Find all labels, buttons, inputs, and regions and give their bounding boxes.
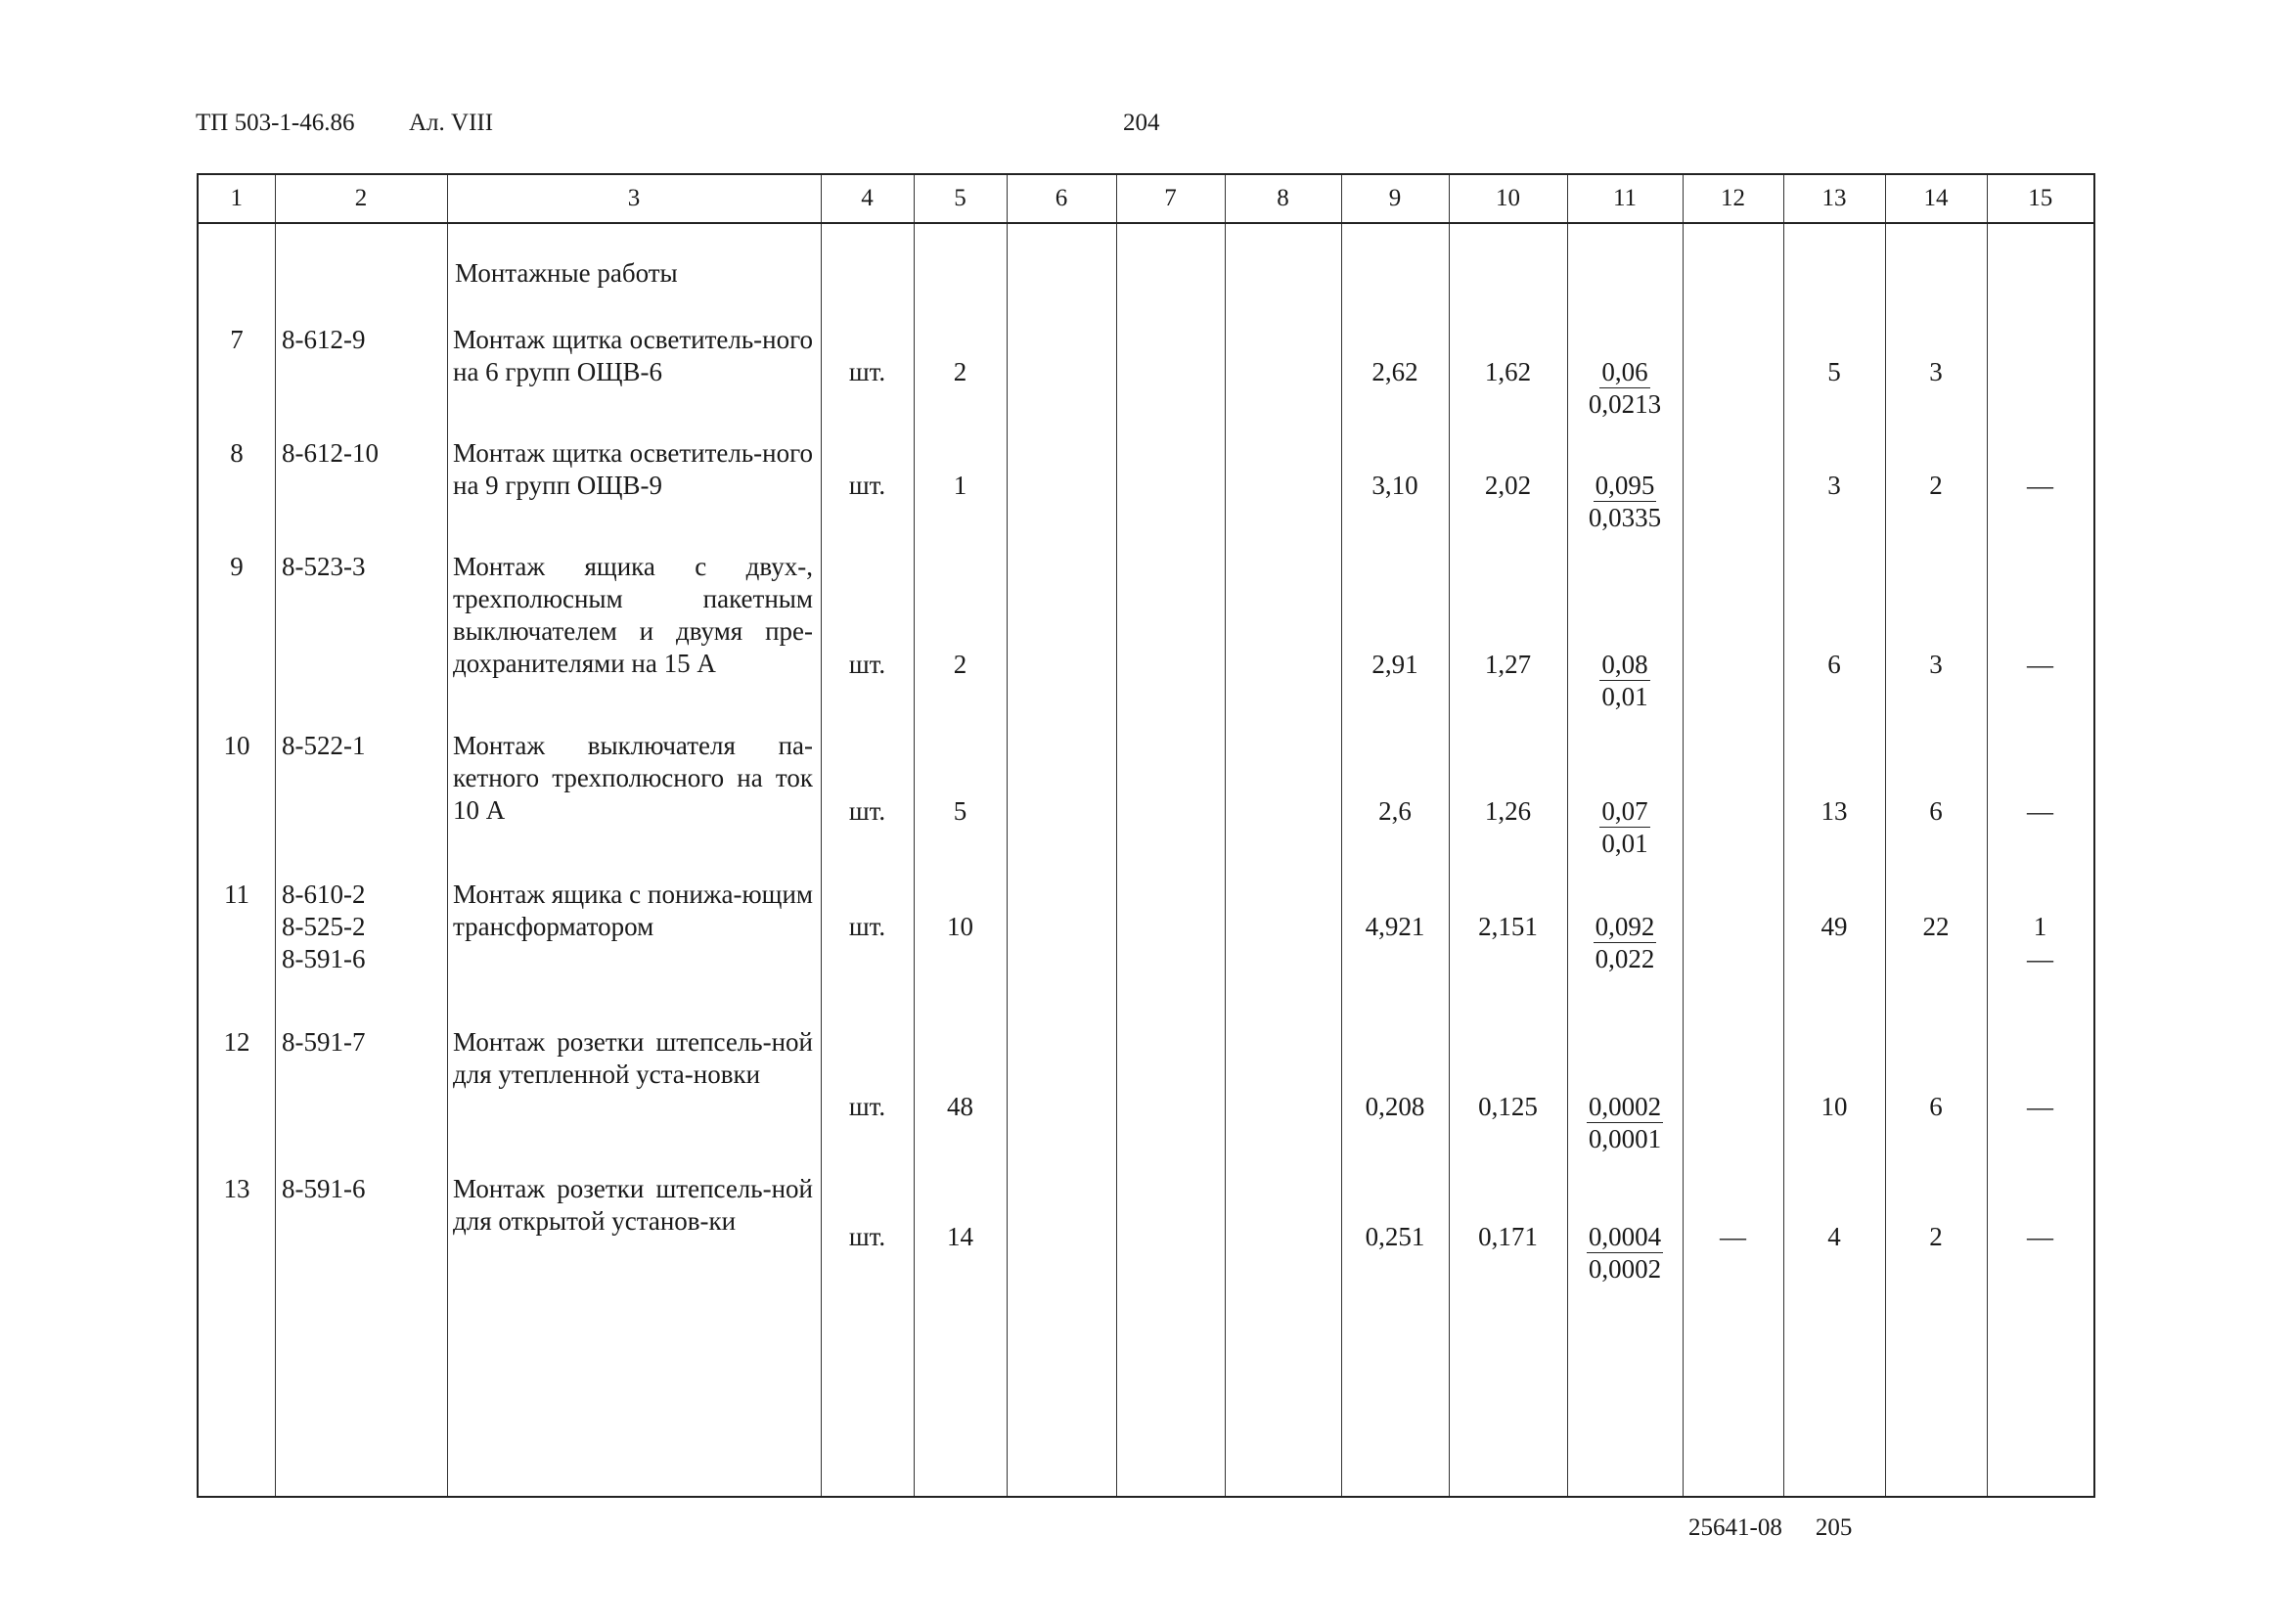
work-description: Монтаж ящика с двух-, трехполюсным пакетным выключателем и двумя пре-дохранителями на 15 А xyxy=(453,552,813,678)
column-number-header xyxy=(199,175,2093,223)
fraction-numerator: 0,0004 xyxy=(1588,1222,1662,1251)
col15-value: — xyxy=(2027,650,2053,679)
rate-code: 8-612-10 xyxy=(282,438,379,468)
rate-code: 8-523-3 xyxy=(282,552,366,581)
unit: шт. xyxy=(848,1092,886,1121)
col9-value: 3,10 xyxy=(1371,471,1418,500)
unit: шт. xyxy=(848,1222,886,1251)
fraction-numerator: 0,06 xyxy=(1601,357,1648,386)
col12-value: — xyxy=(1720,1222,1746,1251)
col9-value: 0,251 xyxy=(1365,1222,1425,1251)
col13-value: 13 xyxy=(1820,796,1848,826)
col15-value: — xyxy=(2027,1222,2053,1251)
col13-value: 4 xyxy=(1827,1222,1841,1251)
column-header: 6 xyxy=(1007,175,1116,223)
col9-value: 2,6 xyxy=(1378,796,1412,826)
fraction-denominator: 0,0335 xyxy=(1588,503,1662,532)
fraction-denominator: 0,022 xyxy=(1595,944,1655,973)
col9-value: 2,91 xyxy=(1371,650,1418,679)
col11-fraction xyxy=(1567,795,1683,859)
column-header: 14 xyxy=(1885,175,1987,223)
row-number: 10 xyxy=(223,731,250,760)
column-header: 11 xyxy=(1567,175,1683,223)
rate-code: 8-610-2 xyxy=(282,880,366,909)
fraction-numerator: 0,07 xyxy=(1601,796,1648,826)
work-description: Монтаж щитка осветитель-ного на 6 групп ОЩВ-6 xyxy=(453,325,813,386)
quantity: 5 xyxy=(953,796,967,826)
fraction-numerator: 0,095 xyxy=(1595,471,1655,500)
col10-value: 2,151 xyxy=(1478,912,1538,941)
col10-value: 2,02 xyxy=(1484,471,1532,500)
fraction-numerator: 0,08 xyxy=(1601,650,1648,679)
col10-value: 0,125 xyxy=(1478,1092,1538,1121)
col14-value: 2 xyxy=(1929,471,1943,500)
column-header: 1 xyxy=(199,175,275,223)
column-header: 9 xyxy=(1341,175,1449,223)
col13-value: 6 xyxy=(1827,650,1841,679)
col14-value: 22 xyxy=(1922,912,1950,941)
fraction-denominator: 0,0213 xyxy=(1588,389,1662,419)
column-header: 4 xyxy=(821,175,914,223)
column-header: 12 xyxy=(1683,175,1783,223)
column-header: 8 xyxy=(1225,175,1341,223)
quantity: 1 xyxy=(953,471,967,500)
quantity: 2 xyxy=(953,357,967,386)
col15-value: 1 xyxy=(2033,912,2047,941)
col10-value: 1,26 xyxy=(1484,796,1532,826)
section-title: Монтажные работы xyxy=(455,258,678,288)
column-header: 10 xyxy=(1449,175,1567,223)
col13-value: 5 xyxy=(1827,357,1841,386)
unit: шт. xyxy=(848,912,886,941)
estimate-table xyxy=(197,173,2095,1498)
col10-value: 0,171 xyxy=(1478,1222,1538,1251)
col11-fraction xyxy=(1567,649,1683,712)
quantity: 10 xyxy=(947,912,973,941)
row-number: 12 xyxy=(223,1027,250,1057)
unit: шт. xyxy=(848,471,886,500)
column-header: 2 xyxy=(275,175,447,223)
rate-code: 8-591-7 xyxy=(282,1027,366,1057)
col11-fraction xyxy=(1567,470,1683,533)
quantity: 14 xyxy=(947,1222,973,1251)
quantity: 2 xyxy=(953,650,967,679)
fraction-denominator: 0,01 xyxy=(1601,829,1648,858)
rate-code: 8-591-6 xyxy=(282,1174,366,1203)
col15-value: — xyxy=(2027,1092,2053,1121)
col14-value: 2 xyxy=(1929,1222,1943,1251)
table-body-columns xyxy=(199,223,2093,1496)
column-header: 5 xyxy=(914,175,1007,223)
row-number: 8 xyxy=(230,438,244,468)
work-description: Монтаж розетки штепсель-ной для утепленной уста-новки xyxy=(453,1027,813,1089)
fraction-denominator: 0,0001 xyxy=(1588,1124,1662,1153)
row-number: 9 xyxy=(230,552,244,581)
footer-reference xyxy=(1688,1514,1852,1542)
rate-code: 8-522-1 xyxy=(282,731,366,760)
col9-value: 0,208 xyxy=(1365,1092,1425,1121)
column-header: 13 xyxy=(1783,175,1885,223)
unit: шт. xyxy=(848,650,886,679)
col14-value: 3 xyxy=(1929,357,1943,386)
fraction-numerator: 0,092 xyxy=(1595,912,1655,941)
footer-page-number: 205 xyxy=(1815,1514,1853,1541)
col11-fraction xyxy=(1567,1091,1683,1154)
unit: шт. xyxy=(848,357,886,386)
document-code: ТП 503-1-46.86 xyxy=(196,110,355,136)
page-number: 204 xyxy=(1123,110,1160,136)
col9-value: 2,62 xyxy=(1371,357,1418,386)
work-description: Монтаж щитка осветитель-ного на 9 групп ОЩВ-9 xyxy=(453,438,813,500)
col9-value: 4,921 xyxy=(1365,912,1425,941)
col13-value: 10 xyxy=(1820,1092,1848,1121)
col11-fraction xyxy=(1567,1221,1683,1285)
rate-code: 8-612-9 xyxy=(282,325,366,354)
col14-value: 3 xyxy=(1929,650,1943,679)
work-description: Монтаж выключателя па-кетного трехполюсного на ток 10 А xyxy=(453,731,813,825)
col13-value: 3 xyxy=(1827,471,1841,500)
album-label: Ал. VIII xyxy=(409,110,494,136)
col14-value: 6 xyxy=(1929,1092,1943,1121)
quantity: 48 xyxy=(947,1092,973,1121)
col14-value: 6 xyxy=(1929,796,1943,826)
fraction-denominator: 0,0002 xyxy=(1588,1254,1662,1284)
work-description: Монтаж розетки штепсель-ной для открытой установ-ки xyxy=(453,1174,813,1236)
column-header: 3 xyxy=(447,175,821,223)
rate-code: 8-525-2 xyxy=(282,912,366,941)
fraction-denominator: 0,01 xyxy=(1601,682,1648,711)
work-description: Монтаж ящика с понижа-ющим трансформатором xyxy=(453,880,813,941)
row-number: 7 xyxy=(230,325,244,354)
col15-value: — xyxy=(2027,944,2053,973)
column-header: 7 xyxy=(1116,175,1225,223)
rate-code: 8-591-6 xyxy=(282,944,366,973)
col13-value: 49 xyxy=(1820,912,1848,941)
unit: шт. xyxy=(848,796,886,826)
col10-value: 1,62 xyxy=(1484,357,1532,386)
col15-value: — xyxy=(2027,796,2053,826)
col11-fraction xyxy=(1567,356,1683,420)
fraction-numerator: 0,0002 xyxy=(1588,1092,1662,1121)
col10-value: 1,27 xyxy=(1484,650,1532,679)
row-number: 11 xyxy=(224,880,249,909)
col11-fraction xyxy=(1567,911,1683,974)
row-number: 13 xyxy=(223,1174,250,1203)
column-header: 15 xyxy=(1987,175,2093,223)
footer-doc-number: 25641-08 xyxy=(1688,1514,1782,1541)
col15-value: — xyxy=(2027,471,2053,500)
